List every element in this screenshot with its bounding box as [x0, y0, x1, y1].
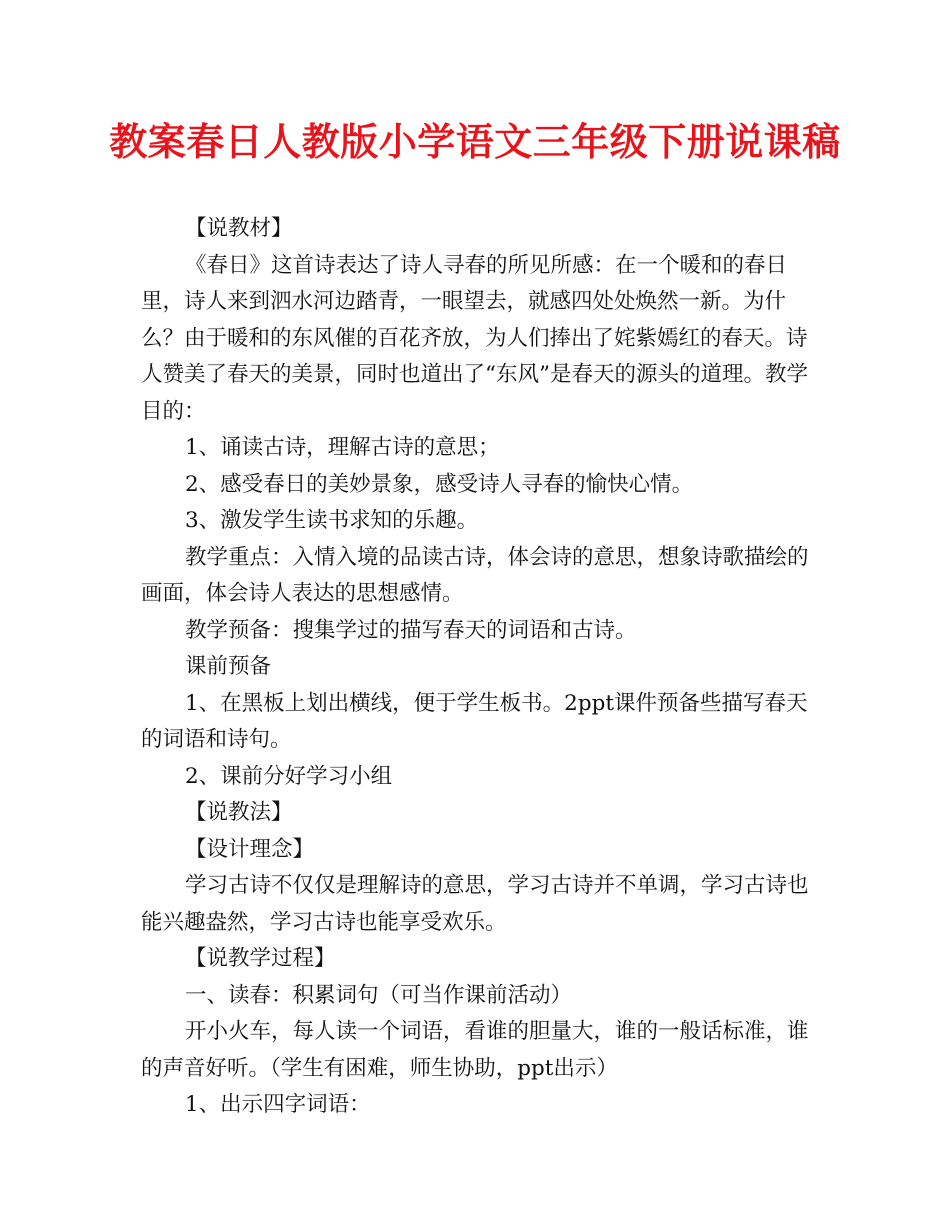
paragraph-key-points: 教学重点：入情入境的品读古诗，体会诗的意思，想象诗歌描绘的画面，体会诗人表达的思想感情。 [141, 544, 809, 606]
document-body [141, 211, 813, 1124]
paragraph-pre-class: 课前预备 [185, 654, 272, 679]
paragraph-design-concept: 学习古诗不仅仅是理解诗的意思，学习古诗并不单调，学习古诗也能兴趣盎然，学习古诗也能享受欢乐。 [141, 873, 809, 935]
section-heading-method: 【说教法】 [185, 800, 293, 825]
section-heading-process: 【说教学过程】 [185, 946, 336, 971]
paragraph-activity: 开小火车，每人读一个词语，看谁的胆量大，谁的一般话标准，谁的声音好听。（学生有困难，师生协助，ppt出示） [141, 1019, 809, 1081]
paragraph-show-words: 1、出示四字词语： [185, 1092, 371, 1117]
pre-class-item-2: 2、课前分好学习小组 [185, 763, 393, 789]
pre-class-item-1: 1、在黑板上划出横线，便于学生板书。2ppt课件预备些描写春天的词语和诗句。 [141, 690, 808, 752]
paragraph-preparation: 教学预备：搜集学过的描写春天的词语和古诗。 [185, 617, 637, 643]
goal-item-1: 1、诵读古诗，理解古诗的意思； [185, 435, 500, 460]
section-heading-design: 【设计理念】 [185, 836, 315, 862]
goal-item-2: 2、感受春日的美妙景象，感受诗人寻春的愉快心情。 [185, 471, 694, 497]
process-step-1: 一、读春：积累词句（可当作课前活动） [185, 982, 573, 1008]
document-title: 教案春日人教版小学语文三年级下册说课稿 [109, 120, 841, 164]
paragraph-poem-summary: 《春日》这首诗表达了诗人寻春的所见所感：在一个暖和的春日里，诗人来到泗水河边踏青，一眼望去，就感四处处焕然一新。为什么？由于暖和的东风催的百花齐放，为人们捧出了姹紫嫣红的春天。诗人赞美了春天的美景，同时也道出了“东风”是春天的源头的道理。教学目的： [141, 252, 808, 424]
section-heading-textbook: 【说教材】 [185, 216, 293, 241]
goal-item-3: 3、激发学生读书求知的乐趣。 [185, 508, 479, 533]
